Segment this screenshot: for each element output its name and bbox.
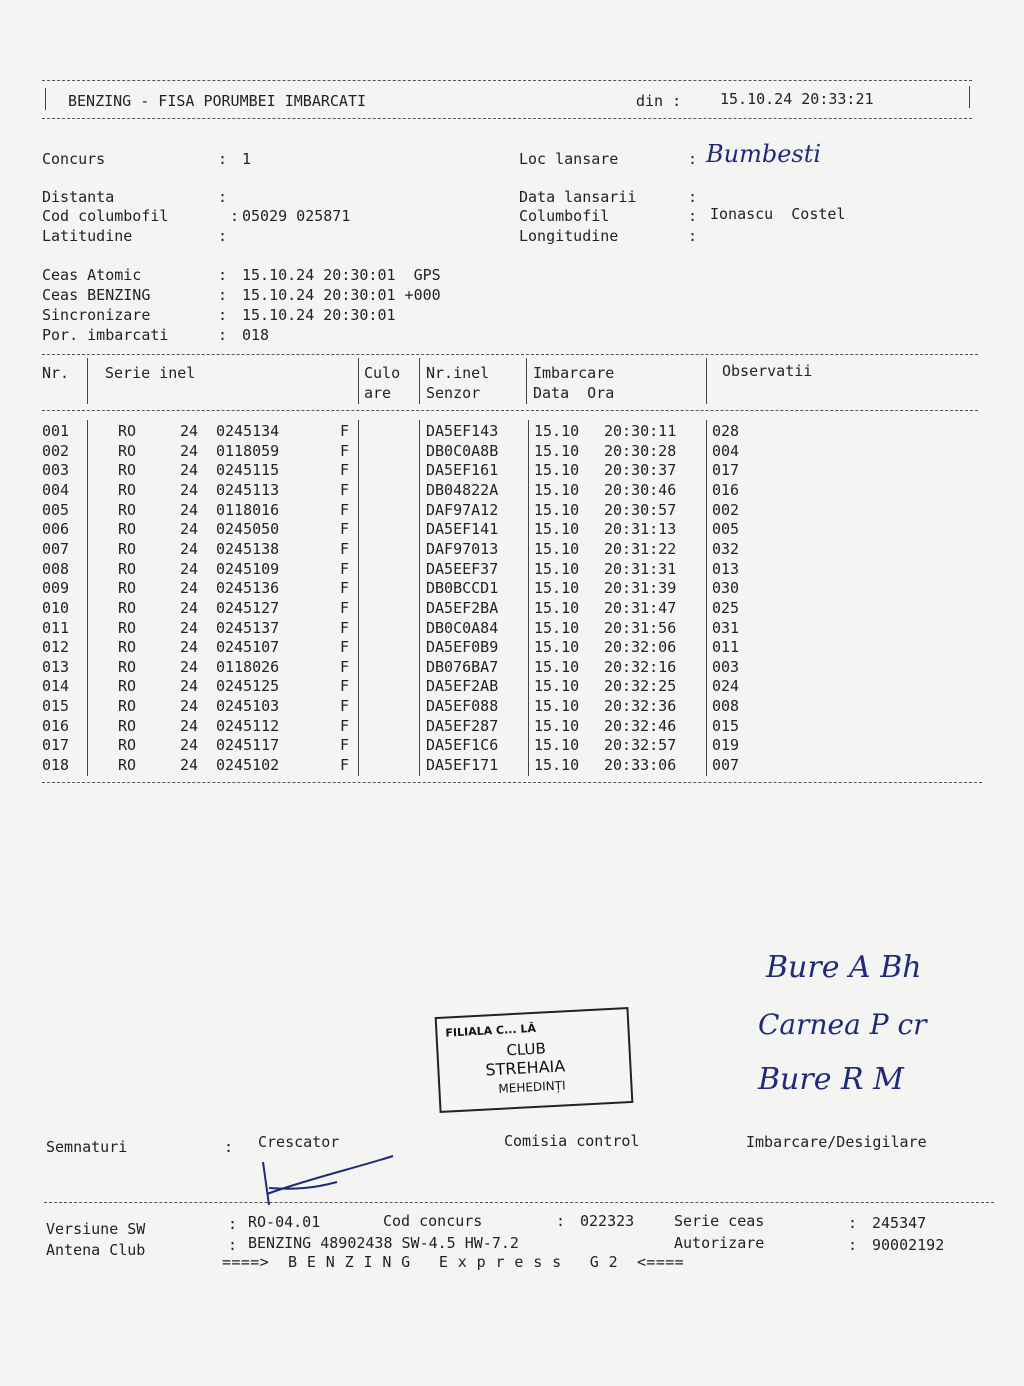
- cell-inel: 0245102: [216, 756, 280, 775]
- col-sep: [358, 358, 359, 404]
- cell-observatii: 030: [712, 579, 740, 598]
- cell-observatii: 019: [712, 736, 740, 755]
- cell-senzor: DA5EF143: [426, 422, 499, 440]
- brand-line: ====> B E N Z I N G E x p r e s s G 2 <====: [222, 1253, 685, 1271]
- cell-observatii: 002: [712, 500, 740, 519]
- autorizare-value: 90002192: [872, 1236, 945, 1254]
- cell-senzor: DB0C0A84: [426, 618, 499, 637]
- handwritten-signature-3: Bure R M: [758, 1062, 904, 1097]
- cell-senzor: DB0BCCD1: [426, 579, 499, 598]
- cell-tara: RO: [118, 618, 137, 637]
- latitudine-label: Latitudine: [42, 227, 133, 245]
- cell-ora: 20:32:06: [604, 638, 677, 657]
- cell-inel: 0245115: [216, 461, 280, 480]
- cell-observatii: 013: [712, 559, 740, 578]
- columbofil-label: Columbofil: [519, 207, 610, 225]
- colon: :: [688, 188, 698, 206]
- crescator-label: Crescator: [258, 1133, 340, 1151]
- cell-nr: 004: [42, 480, 70, 499]
- handwritten-signature-1: Bure A Bh: [766, 950, 922, 985]
- header-top-border: [42, 80, 972, 81]
- cell-nr: 016: [42, 716, 70, 735]
- cell-inel: 0245138: [216, 539, 280, 558]
- cell-data: 15.10: [534, 579, 580, 598]
- cell-sex: F: [340, 657, 350, 676]
- cell-an: 24: [180, 638, 199, 657]
- cell-tara: RO: [118, 677, 137, 696]
- cell-ora: 20:32:36: [604, 697, 677, 716]
- cod-concurs-label: Cod concurs: [383, 1212, 483, 1230]
- cell-data: 15.10: [534, 756, 580, 775]
- cell-observatii: 011: [712, 638, 740, 657]
- por-imbarcati-label: Por. imbarcati: [42, 326, 169, 344]
- table-bottom-rule: [42, 782, 982, 783]
- cell-observatii: 003: [712, 657, 740, 676]
- cell-tara: RO: [118, 598, 137, 617]
- cell-observatii: 028: [712, 422, 740, 440]
- cell-sex: F: [340, 579, 350, 598]
- cell-tara: RO: [118, 480, 137, 499]
- semnaturi-label: Semnaturi: [46, 1138, 128, 1156]
- cell-sex: F: [340, 697, 350, 716]
- col-sep: [706, 420, 707, 776]
- cell-senzor: DB076BA7: [426, 657, 499, 676]
- cell-senzor: DA5EF161: [426, 461, 499, 480]
- cell-sex: F: [340, 598, 350, 617]
- print-datetime: 15.10.24 20:33:21: [720, 90, 874, 108]
- cell-tara: RO: [118, 756, 137, 775]
- cell-inel: 0245103: [216, 697, 280, 716]
- cell-tara: RO: [118, 422, 137, 440]
- cell-data: 15.10: [534, 520, 580, 539]
- cell-observatii: 015: [712, 716, 740, 735]
- cell-sex: F: [340, 618, 350, 637]
- cell-inel: 0245127: [216, 598, 280, 617]
- cell-senzor: DB04822A: [426, 480, 499, 499]
- cell-tara: RO: [118, 559, 137, 578]
- cell-an: 24: [180, 441, 199, 460]
- ceas-benzing-value: 15.10.24 20:30:01 +000: [242, 286, 441, 304]
- cell-ora: 20:31:13: [604, 520, 677, 539]
- cell-tara: RO: [118, 697, 137, 716]
- cell-observatii: 024: [712, 677, 740, 696]
- col-sep: [358, 420, 359, 776]
- cell-ora: 20:32:25: [604, 677, 677, 696]
- cell-tara: RO: [118, 520, 137, 539]
- cell-observatii: 016: [712, 480, 740, 499]
- colon: :: [224, 1138, 234, 1156]
- cell-ora: 20:31:47: [604, 598, 677, 617]
- cell-nr: 006: [42, 520, 70, 539]
- cell-tara: RO: [118, 441, 137, 460]
- sincronizare-label: Sincronizare: [42, 306, 151, 324]
- cell-senzor: DA5EF1C6: [426, 736, 499, 755]
- cell-tara: RO: [118, 461, 137, 480]
- cell-senzor: DA5EF171: [426, 756, 499, 775]
- cell-inel: 0245050: [216, 520, 280, 539]
- handwritten-signature-2: Carnea P cr: [758, 1008, 927, 1041]
- cell-data: 15.10: [534, 480, 580, 499]
- cell-ora: 20:31:22: [604, 539, 677, 558]
- por-imbarcati-value: 018: [242, 326, 270, 344]
- serie-ceas-value: 245347: [872, 1214, 927, 1232]
- colon: :: [218, 227, 228, 245]
- cell-inel: 0245137: [216, 618, 280, 637]
- col-sep: [419, 358, 420, 404]
- cell-observatii: 025: [712, 598, 740, 617]
- col-header-imbarcare-2: Data Ora: [533, 384, 615, 402]
- cell-senzor: DA5EF2BA: [426, 598, 499, 617]
- cell-inel: 0245134: [216, 422, 280, 440]
- cell-nr: 013: [42, 657, 70, 676]
- header-bottom-border: [42, 118, 972, 119]
- stamp-line-2: CLUB: [505, 1039, 547, 1060]
- cell-an: 24: [180, 559, 199, 578]
- cell-nr: 017: [42, 736, 70, 755]
- colon: :: [688, 227, 698, 245]
- cell-observatii: 007: [712, 756, 740, 775]
- col-sep: [528, 420, 529, 776]
- cell-ora: 20:30:57: [604, 500, 677, 519]
- cell-data: 15.10: [534, 677, 580, 696]
- cell-senzor: DA5EF141: [426, 520, 499, 539]
- cell-data: 15.10: [534, 598, 580, 617]
- cell-observatii: 032: [712, 539, 740, 558]
- cell-ora: 20:30:11: [604, 422, 677, 440]
- col-sep: [87, 420, 88, 776]
- cell-nr: 015: [42, 697, 70, 716]
- cell-sex: F: [340, 422, 350, 440]
- ceas-atomic-value: 15.10.24 20:30:01 GPS: [242, 266, 441, 284]
- colon: :: [228, 1215, 238, 1233]
- cell-inel: 0245107: [216, 638, 280, 657]
- cell-sex: F: [340, 736, 350, 755]
- cell-data: 15.10: [534, 559, 580, 578]
- cell-nr: 012: [42, 638, 70, 657]
- cell-sex: F: [340, 559, 350, 578]
- cell-inel: 0245112: [216, 716, 280, 735]
- cell-sex: F: [340, 756, 350, 775]
- col-header-nr-inel-1: Nr.inel: [426, 364, 490, 382]
- cell-data: 15.10: [534, 697, 580, 716]
- cell-an: 24: [180, 539, 199, 558]
- cell-an: 24: [180, 756, 199, 775]
- serie-ceas-label: Serie ceas: [674, 1212, 765, 1230]
- colon: :: [218, 306, 228, 324]
- col-sep: [526, 358, 527, 404]
- cell-data: 15.10: [534, 539, 580, 558]
- cell-tara: RO: [118, 638, 137, 657]
- cell-inel: 0245117: [216, 736, 280, 755]
- header-left-border: [45, 88, 46, 110]
- cell-an: 24: [180, 716, 199, 735]
- cell-an: 24: [180, 677, 199, 696]
- cell-nr: 001: [42, 422, 70, 440]
- cell-nr: 002: [42, 441, 70, 460]
- cell-ora: 20:30:37: [604, 461, 677, 480]
- cell-ora: 20:33:06: [604, 756, 677, 775]
- cell-ora: 20:30:28: [604, 441, 677, 460]
- cell-nr: 011: [42, 618, 70, 637]
- col-sep: [706, 358, 707, 404]
- cell-inel: 0245136: [216, 579, 280, 598]
- cell-an: 24: [180, 598, 199, 617]
- cell-data: 15.10: [534, 657, 580, 676]
- stamp-line-4: MEHEDINȚI: [498, 1078, 566, 1096]
- col-sep: [419, 420, 420, 776]
- cell-ora: 20:32:46: [604, 716, 677, 735]
- distanta-label: Distanta: [42, 188, 115, 206]
- autorizare-label: Autorizare: [674, 1234, 765, 1252]
- din-label: din :: [636, 92, 682, 110]
- cod-columbofil-label: Cod columbofil: [42, 207, 169, 225]
- cell-an: 24: [180, 697, 199, 716]
- data-lansarii-label: Data lansarii: [519, 188, 637, 206]
- cell-ora: 20:32:16: [604, 657, 677, 676]
- cell-tara: RO: [118, 539, 137, 558]
- col-sep: [87, 358, 88, 404]
- cell-senzor: DA5EF287: [426, 716, 499, 735]
- cell-data: 15.10: [534, 638, 580, 657]
- cell-nr: 008: [42, 559, 70, 578]
- colon: :: [228, 1236, 238, 1254]
- cell-sex: F: [340, 520, 350, 539]
- cell-an: 24: [180, 736, 199, 755]
- cell-nr: 007: [42, 539, 70, 558]
- cell-data: 15.10: [534, 461, 580, 480]
- cell-observatii: 004: [712, 441, 740, 460]
- cell-tara: RO: [118, 579, 137, 598]
- crescator-signature: [255, 1150, 400, 1210]
- cell-observatii: 008: [712, 697, 740, 716]
- cell-an: 24: [180, 579, 199, 598]
- cell-ora: 20:32:57: [604, 736, 677, 755]
- col-header-nr: Nr.: [42, 364, 70, 382]
- cod-concurs-value: 022323: [580, 1212, 635, 1230]
- cell-nr: 009: [42, 579, 70, 598]
- cell-data: 15.10: [534, 736, 580, 755]
- cell-senzor: DB0C0A8B: [426, 441, 499, 460]
- col-header-observatii: Observatii: [722, 362, 813, 380]
- colon: :: [218, 326, 228, 344]
- colon: :: [230, 207, 240, 225]
- imbarcare-desigilare-label: Imbarcare/Desigilare: [746, 1133, 927, 1151]
- cell-senzor: DAF97A12: [426, 500, 499, 519]
- col-header-culoare-2: are: [364, 384, 392, 402]
- club-stamp: [435, 1007, 634, 1113]
- versiune-sw-label: Versiune SW: [46, 1220, 146, 1238]
- cell-tara: RO: [118, 500, 137, 519]
- cell-senzor: DA5EEF37: [426, 559, 499, 578]
- sincronizare-value: 15.10.24 20:30:01: [242, 306, 396, 324]
- cell-tara: RO: [118, 716, 137, 735]
- cell-inel: 0245125: [216, 677, 280, 696]
- cell-nr: 003: [42, 461, 70, 480]
- colon: :: [218, 286, 228, 304]
- cell-nr: 010: [42, 598, 70, 617]
- cell-observatii: 005: [712, 520, 740, 539]
- col-header-culoare-1: Culo: [364, 364, 401, 382]
- cell-observatii: 031: [712, 618, 740, 637]
- cell-data: 15.10: [534, 441, 580, 460]
- cell-senzor: DAF97013: [426, 539, 499, 558]
- cell-nr: 014: [42, 677, 70, 696]
- cell-nr: 018: [42, 756, 70, 775]
- cell-sex: F: [340, 539, 350, 558]
- cell-tara: RO: [118, 736, 137, 755]
- footer-rule: [44, 1202, 994, 1203]
- comisia-control-label: Comisia control: [504, 1132, 640, 1150]
- cell-senzor: DA5EF2AB: [426, 677, 499, 696]
- cell-an: 24: [180, 422, 199, 440]
- cell-nr: 005: [42, 500, 70, 519]
- antena-club-label: Antena Club: [46, 1241, 146, 1259]
- ceas-atomic-label: Ceas Atomic: [42, 266, 142, 284]
- cell-ora: 20:31:31: [604, 559, 677, 578]
- colon: :: [688, 207, 698, 225]
- cell-data: 15.10: [534, 716, 580, 735]
- cell-sex: F: [340, 677, 350, 696]
- cell-sex: F: [340, 638, 350, 657]
- cell-an: 24: [180, 657, 199, 676]
- colon: :: [218, 188, 228, 206]
- table-top-rule: [42, 354, 978, 355]
- col-header-nr-inel-2: Senzor: [426, 384, 481, 402]
- loc-lansare-label: Loc lansare: [519, 150, 619, 168]
- cell-an: 24: [180, 480, 199, 499]
- ceas-benzing-label: Ceas BENZING: [42, 286, 151, 304]
- cell-sex: F: [340, 716, 350, 735]
- columbofil-value: Ionascu Costel: [710, 205, 846, 223]
- col-header-imbarcare-1: Imbarcare: [533, 364, 615, 382]
- cell-sex: F: [340, 461, 350, 480]
- cell-senzor: DA5EF0B9: [426, 638, 499, 657]
- colon: :: [688, 150, 698, 168]
- stamp-line-1: FILIALA C... LĂ: [445, 1021, 537, 1040]
- cell-data: 15.10: [534, 618, 580, 637]
- cell-an: 24: [180, 520, 199, 539]
- cell-data: 15.10: [534, 422, 580, 440]
- document-title: BENZING - FISA PORUMBEI IMBARCATI: [68, 92, 367, 110]
- cell-ora: 20:30:46: [604, 480, 677, 499]
- loc-lansare-handwritten: Bumbesti: [706, 140, 822, 168]
- concurs-value: 1: [242, 150, 252, 168]
- cell-inel: 0118059: [216, 441, 280, 460]
- cell-sex: F: [340, 441, 350, 460]
- table-header-rule: [42, 410, 978, 411]
- cell-an: 24: [180, 618, 199, 637]
- col-header-serie-inel: Serie inel: [105, 364, 196, 382]
- cell-ora: 20:31:56: [604, 618, 677, 637]
- cell-data: 15.10: [534, 500, 580, 519]
- cell-inel: 0118016: [216, 500, 280, 519]
- cell-inel: 0245113: [216, 480, 280, 499]
- antena-club-value: BENZING 48902438 SW-4.5 HW-7.2: [248, 1234, 519, 1252]
- longitudine-label: Longitudine: [519, 227, 619, 245]
- cell-observatii: 017: [712, 461, 740, 480]
- versiune-sw-value: RO-04.01: [248, 1213, 321, 1231]
- cell-sex: F: [340, 500, 350, 519]
- colon: :: [556, 1212, 566, 1230]
- colon: :: [218, 150, 228, 168]
- stamp-line-3: STREHAIA: [484, 1056, 566, 1080]
- cell-an: 24: [180, 500, 199, 519]
- cod-columbofil-value: 05029 025871: [242, 207, 351, 225]
- colon: :: [848, 1236, 858, 1254]
- cell-inel: 0118026: [216, 657, 280, 676]
- colon: :: [848, 1214, 858, 1232]
- cell-an: 24: [180, 461, 199, 480]
- concurs-label: Concurs: [42, 150, 106, 168]
- header-right-border: [969, 86, 970, 108]
- cell-tara: RO: [118, 657, 137, 676]
- cell-ora: 20:31:39: [604, 579, 677, 598]
- cell-inel: 0245109: [216, 559, 280, 578]
- colon: :: [218, 266, 228, 284]
- cell-senzor: DA5EF088: [426, 697, 499, 716]
- cell-sex: F: [340, 480, 350, 499]
